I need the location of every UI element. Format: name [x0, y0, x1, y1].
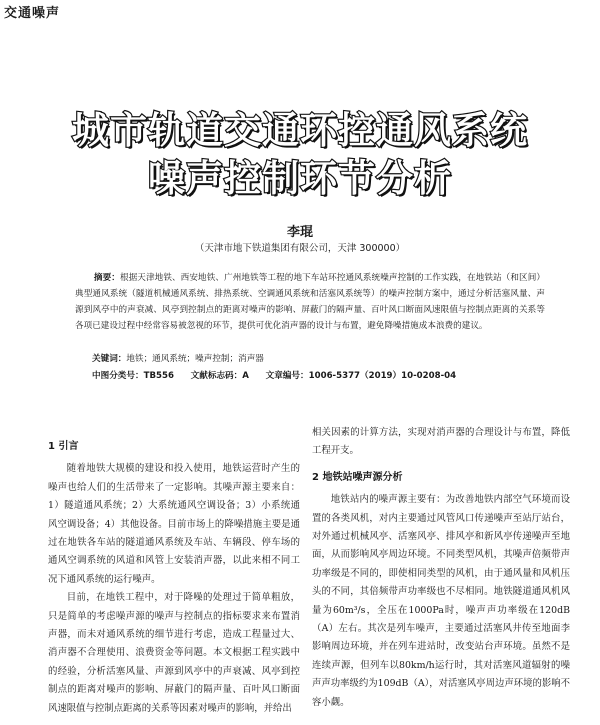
article-meta: [92, 369, 552, 383]
paragraph-continued: 相关因素的计算方法，实现对消声器的合理设计与布置，降低工程开支。: [312, 427, 570, 457]
keywords-text: 地铁；通风系统；噪声控制；消声器: [126, 354, 264, 364]
art-number-label: 文章编号：: [265, 371, 309, 381]
keywords-label: 关键词：: [92, 354, 127, 364]
article-number: [266, 371, 456, 381]
clc-label: 中图分类号：: [92, 371, 144, 381]
section-tag: 交通噪声: [4, 6, 61, 21]
document-code: [191, 371, 249, 381]
paragraph: 地铁站内的噪声源主要有：为改善地铁内部空气环境而设置的各类风机，对内主要通过风管风口传递噪声至站厅站台，对外通过机械风亭、活塞风亭、排风亭和新风亭传递噪声至地面，从而影响风亭周边环境。不同类型风机，其噪声倍频带声功率级是不同的，即使相同类型的风机，由于通风量和风机压头的不同，其倍频带声功率级也不尽相同。地铁隧道通风机风量为60m³/s，全压在1000Pa时，噪声声功率级在120dB（A）左右。其次是列车噪声，主要通过活塞风井传至地面李影响周边环境，并在列车进站时，改变站台声环境。虽然不是连续声源，但列车以80km/h运行时，其对活塞风道辐射的噪声声功率级约为109dB（A），对活塞风亭周边声环境的影响不容小觑。: [312, 494, 570, 708]
article-title-line-1: 城市轨道交通环控通风系统: [72, 109, 528, 152]
right-column: [312, 424, 570, 712]
paragraph: 随着地铁大规模的建设和投入使用，地铁运营时产生的噪声也给人们的生活带来了一定影响。其噪声源主要来自：1）隧道通风系统；2）大系统通风空调设备；3）小系统通风空调设备；4）其他设备。目前市场上的降噪措施主要是通过在地铁各车站的隧道通风系统及车站、车辆段、停车场的通风空调系统的风道和风管上安装消声器，以此来相不同工况下通风系统的运行噪声。: [48, 463, 300, 585]
section-heading-noise-sources: 2 地铁站噪声源分析: [312, 471, 403, 483]
doc-code-value: A: [242, 371, 249, 381]
abstract-text: 根据天津地铁、西安地铁、广州地铁等工程的地下车站环控通风系统噪声控制的工作实践，在地铁站（和区间）典型通风系统（隧道机械通风系统、排热系统、空调通风系统和活塞风系统等）的噪声控制方案中，通过分析活塞风量、声源到风亭中的声衰减、风亭到控制点的距离对噪声的影响、屏蔽门的隔声量、百叶风口断面风速限值与控制点距离的关系等各项已建设过程中经常容易被忽视的环节，提供可优化消声器的设计与布置，避免降噪措施成本浪费的建议。: [75, 273, 545, 331]
section-heading-introduction: 1 引言: [48, 441, 79, 452]
paragraph: 目前，在地铁工程中，对于降噪的处理过于简单粗放，只是简单的考虑噪声源的噪声与控制点的指标要求来布置消声器，而未对通风系统的细节进行考虑，造成工程量过大、消声器不合理使用、浪费资金等问题。本文根据工程实践中的经验，分析活塞风量、声源到风亭中的声衰减、风亭到控制点的距离对噪声的影响、屏蔽门的隔声量、百叶风口断面风速限值与控制点距离的关系等因素对噪声的影响，并给出: [48, 592, 300, 714]
abstract-label: 摘要：: [93, 273, 120, 283]
art-number-value: 1006-5377（2019）10-0208-04: [308, 371, 457, 381]
author-name: 李琨: [286, 225, 313, 240]
abstract-body: [75, 270, 545, 334]
doc-code-label: 文献标志码：: [190, 371, 243, 381]
article-title-line-2: 噪声控制环节分析: [148, 157, 452, 200]
author-affiliation: （天津市地下铁道集团有限公司，天津 300000）: [194, 243, 406, 254]
left-column: [48, 430, 300, 718]
clc-value: TB556: [143, 371, 174, 381]
abstract-block: [75, 270, 545, 334]
keywords-line: [92, 352, 542, 366]
clc-number: [92, 371, 174, 381]
